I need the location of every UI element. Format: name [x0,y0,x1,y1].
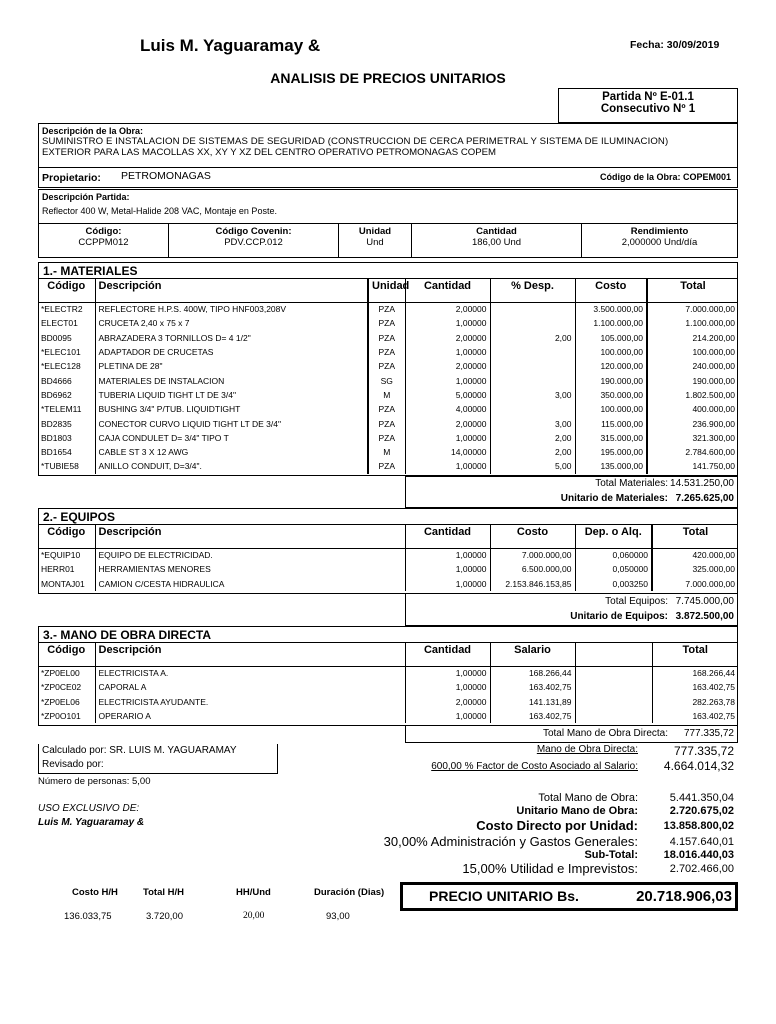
cell-salario: 163.402,75 [490,709,575,723]
partida-label: Descripción Partida: [42,192,130,202]
cell-codigo: *ZP0EL00 [41,668,80,679]
cell-descripcion: CABLE ST 3 X 12 AWG [95,445,368,459]
obra-description [38,123,738,168]
cell-total: 7.000.000,00 [652,577,738,591]
section-mano-obra: 3.- MANO DE OBRA DIRECTA [38,626,738,643]
cell-cantidad: 1,00000 [405,709,490,723]
costo-directo: 13.858.800,02 [663,820,734,832]
total-equipos-label: Total Equipos: [605,596,668,607]
cell-total: 420.000,00 [652,548,738,562]
cell-costo: 190.000,00 [575,373,647,387]
cell-total: 141.750,00 [647,459,738,473]
date: Fecha: 30/09/2019 [630,39,720,51]
cell-salario: 168.266,44 [490,666,575,680]
cell-codigo: BD2835 [41,418,72,429]
table-row [38,577,738,591]
table-row [38,562,738,576]
cell-costo: 105.000,00 [575,331,647,345]
cell-total: 214.200,00 [647,331,738,345]
cell-codigo: *TUBIE58 [41,461,79,472]
cell-desp: 3,00 [490,416,575,430]
cell-codigo: MONTAJ01 [41,578,85,589]
cell-costo: 100.000,00 [575,345,647,359]
cell-unidad: PZA [368,345,405,359]
cell-codigo: *ZP0O101 [41,711,81,722]
table-row [38,316,738,330]
cell-costo: 3.500.000,00 [575,302,647,316]
table-row [38,666,738,680]
cell-cantidad: 1,00000 [405,373,490,387]
obra-line2: EXTERIOR PARA LAS MACOLLAS XX, XY Y XZ DEL CENTRO OPERATIVO PETROMONAGAS COPEM [42,147,497,158]
header-descripcion: Descripción [95,642,405,666]
header-codigo: Código [38,524,95,548]
cell-desp [490,373,575,387]
cell-blank [575,680,652,694]
cell-cantidad: 4,00000 [405,402,490,416]
cell-total: 190.000,00 [647,373,738,387]
administracion: 4.157.640,01 [669,836,734,848]
cell-codigo: *ELEC101 [41,347,81,358]
precio-unitario: 20.718.906,03 [636,888,732,905]
cell-desp: 2,00 [490,331,575,345]
section-materiales: 1.- MATERIALES [38,262,738,279]
administracion-label: 30,00% Administración y Gastos Generales: [383,834,638,849]
cell-descripcion: ABRAZADERA 3 TORNILLOS D= 4 1/2" [95,331,368,345]
codigo: CCPPM012 [78,237,129,248]
subtotal-label: Sub-Total: [584,849,638,861]
subtotal: 18.016.440,03 [663,849,734,861]
numero-personas: Número de personas: 5,00 [38,776,151,787]
cell-unidad: PZA [368,416,405,430]
cell-costo: 315.000,00 [575,431,647,445]
covenin-label: Código Covenin: [215,226,292,237]
cell-cantidad: 1,00000 [405,431,490,445]
table-header [38,524,738,548]
table-row [38,548,738,562]
codigo-label: Código: [85,226,122,237]
uso-exclusivo: USO EXCLUSIVO DE: [38,803,140,814]
cell-cantidad: 2,00000 [405,302,490,316]
cell-total: 7.000.000,00 [647,302,738,316]
unitario-mano-obra-label: Unitario Mano de Obra: [516,805,638,817]
cell-unidad: PZA [368,359,405,373]
cell-total: 1.802.500,00 [647,388,738,402]
cell-costo: 115.000,00 [575,416,647,430]
cell-unidad: PZA [368,316,405,330]
header-total: Total [652,524,738,548]
cell-descripcion: MATERIALES DE INSTALACION [95,373,368,387]
unitario-equipos-label: Unitario de Equipos: [570,611,668,622]
precio-unitario-label: PRECIO UNITARIO Bs. [429,888,579,904]
cell-salario: 141.131,89 [490,695,575,709]
cell-descripcion: HERRAMIENTAS MENORES [95,562,405,576]
cell-codigo: *ZP0EL06 [41,696,80,707]
cell-cantidad: 5,00000 [405,388,490,402]
cell-cantidad: 1,00000 [405,316,490,330]
cell-desp: 2,00 [490,431,575,445]
cell-costo: 2.153.846.153,85 [490,577,575,591]
cell-desp: 2,00 [490,445,575,459]
header-cantidad: Cantidad [405,642,490,666]
cell-codigo: *TELEM11 [41,404,82,415]
unitario-equipos: 3.872.500,00 [675,611,734,622]
header-descripcion: Descripción [95,524,405,548]
hh-und-label: HH/Und [236,887,271,898]
table-header [38,278,738,302]
cell-costo: 100.000,00 [575,402,647,416]
cell-unidad: PZA [368,302,405,316]
obra-line1: SUMINISTRO E INSTALACION DE SISTEMAS DE SEGURIDAD (CONSTRUCCION DE CERCA PERIMETRAL Y SISTEMA DE ILUMINACION) [42,136,669,147]
total-materiales-label: Total Materiales: [595,478,668,489]
partida-codes [38,223,738,258]
total-mano-obra-directa: 777.335,72 [683,728,734,739]
cell-descripcion: BUSHING 3/4" P/TUB. LIQUIDTIGHT [95,402,368,416]
cell-unidad: PZA [368,459,405,473]
cell-salario: 163.402,75 [490,680,575,694]
table-row [38,359,738,373]
cell-dep-alq: 0,060000 [575,548,652,562]
header-blank [575,642,652,666]
cell-unidad: PZA [368,331,405,345]
duracion-label: Duración (Dias) [314,887,385,898]
cell-descripcion: CRUCETA 2,40 x 75 x 7 [95,316,368,330]
unitario-materiales-label: Unitario de Materiales: [560,493,668,504]
cell-descripcion: ELECTRICISTA A. [95,666,405,680]
header-total: Total [652,642,738,666]
cell-codigo: BD4666 [41,375,72,386]
cell-total: 100.000,00 [647,345,738,359]
cell-cantidad: 1,00000 [405,345,490,359]
cell-total: 400.000,00 [647,402,738,416]
header-descripcion: Descripción [95,278,368,302]
cell-total: 1.100.000,00 [647,316,738,330]
table-row [38,302,738,316]
cell-costo: 7.000.000,00 [490,548,575,562]
codigo-obra: Código de la Obra: COPEM001 [599,172,731,182]
cell-codigo: ELECT01 [41,318,78,329]
cell-total: 321.300,00 [647,431,738,445]
utilidad: 2.702.466,00 [669,863,734,875]
cell-costo: 135.000,00 [575,459,647,473]
header-codigo: Código [38,642,95,666]
total-hh-label: Total H/H [143,887,184,898]
cell-codigo: BD1654 [41,447,72,458]
cell-total: 282.263,78 [652,695,738,709]
cell-codigo: *ELEC128 [41,361,81,372]
cell-desp [490,302,575,316]
cell-costo: 350.000,00 [575,388,647,402]
cell-dep-alq: 0,050000 [575,562,652,576]
cell-descripcion: OPERARIO A [95,709,405,723]
cell-cantidad: 1,00000 [405,666,490,680]
mod-value: 777.335,72 [673,744,734,758]
cell-descripcion: CAJA CONDULET D= 3/4" TIPO T [95,431,368,445]
cell-unidad: M [368,388,405,402]
table-row [38,416,738,430]
materiales-table [38,278,738,474]
covenin: PDV.CCP.012 [224,237,283,248]
cell-unidad: PZA [368,431,405,445]
table-row [38,445,738,459]
cell-descripcion: CONECTOR CURVO LIQUID TIGHT LT DE 3/4" [95,416,368,430]
cell-codigo: *EQUIP10 [41,550,81,561]
cell-descripcion: CAPORAL A [95,680,405,694]
cell-costo: 120.000,00 [575,359,647,373]
header-costo: Costo [490,524,575,548]
mano-obra-table [38,642,738,723]
total-hh: 3.720,00 [146,911,183,922]
cell-desp [490,316,575,330]
header-total: Total [647,278,738,302]
cell-costo: 195.000,00 [575,445,647,459]
obra-label: Descripción de la Obra: [42,126,144,136]
cell-cantidad: 1,00000 [405,548,490,562]
cell-total: 168.266,44 [652,666,738,680]
cell-codigo: BD6962 [41,389,72,400]
firma-box [38,744,278,774]
table-row [38,431,738,445]
total-mano-obra-label: Total Mano de Obra: [538,792,638,804]
header-costo: Costo [575,278,647,302]
equipos-table [38,524,738,591]
page-title: ANALISIS DE PRECIOS UNITARIOS [270,70,506,86]
unidad: Und [366,237,384,248]
table-row [38,709,738,723]
partida-number: Partida Nº E-01.1 [602,91,694,103]
header-cantidad: Cantidad [405,278,490,302]
header-dep-alq: Dep. o Alq. [575,524,652,548]
cell-descripcion: REFLECTORE H.P.S. 400W, TIPO HNF003,208V [95,302,368,316]
section-equipos: 2.- EQUIPOS [38,508,738,525]
rendimiento-label: Rendimiento [630,226,689,237]
total-mano-obra: 5.441.350,04 [669,792,734,804]
cell-costo: 6.500.000,00 [490,562,575,576]
header-cantidad: Cantidad [405,524,490,548]
total-materiales: 14.531.250,00 [670,478,734,489]
cell-cantidad: 2,00000 [405,695,490,709]
propietario-row [38,167,738,188]
cell-cantidad: 1,00000 [405,459,490,473]
mod-label: Mano de Obra Directa: [536,744,638,755]
cell-codigo: BD1803 [41,432,72,443]
table-header [38,642,738,666]
costo-hh: 136.033,75 [64,911,112,922]
cell-cantidad: 1,00000 [405,562,490,576]
cell-dep-alq: 0,003250 [575,577,652,591]
cell-codigo: HERR01 [41,564,75,575]
table-row [38,345,738,359]
cell-codigo: *ZP0CE02 [41,682,82,693]
calculado-por: Calculado por: SR. LUIS M. YAGUARAMAY [42,745,237,756]
cell-descripcion: ELECTRICISTA AYUDANTE. [95,695,405,709]
table-row [38,695,738,709]
cell-cantidad: 2,00000 [405,416,490,430]
cell-desp [490,402,575,416]
cell-cantidad: 1,00000 [405,577,490,591]
cell-desp [490,345,575,359]
cell-total: 236.900,00 [647,416,738,430]
cell-total: 325.000,00 [652,562,738,576]
unitario-materiales: 7.265.625,00 [675,493,734,504]
cell-cantidad: 1,00000 [405,680,490,694]
cell-descripcion: PLETINA DE 28" [95,359,368,373]
hh-und: 20,00 [243,911,265,921]
cell-unidad: SG [368,373,405,387]
precio-unitario-box [400,882,738,911]
table-row [38,680,738,694]
rendimiento: 2,000000 Und/día [621,237,698,248]
cell-unidad: M [368,445,405,459]
cell-blank [575,709,652,723]
cell-codigo: *ELECTR2 [41,304,83,315]
propietario-label: Propietario: [42,172,101,184]
utilidad-label: 15,00% Utilidad e Imprevistos: [462,861,638,876]
cell-desp [490,359,575,373]
partida-description [38,189,738,224]
factor-label: 600,00 % Factor de Costo Asociado al Salario: [431,761,638,772]
empresa-firma: Luis M. Yaguaramay & [38,817,145,828]
header-desp: % Desp. [490,278,575,302]
cell-total: 240.000,00 [647,359,738,373]
cell-unidad: PZA [368,402,405,416]
cell-blank [575,695,652,709]
cell-descripcion: EQUIPO DE ELECTRICIDAD. [95,548,405,562]
table-row [38,388,738,402]
cell-descripcion: ANILLO CONDUIT, D=3/4". [95,459,368,473]
header-salario: Salario [490,642,575,666]
partida-desc: Reflector 400 W, Metal-Halide 208 VAC, Montaje en Poste. [42,206,277,216]
cantidad-label: Cantidad [476,226,517,237]
consecutivo: Consecutivo Nº 1 [600,103,696,115]
table-row [38,459,738,473]
total-equipos: 7.745.000,00 [675,596,734,607]
cell-total: 163.402,75 [652,709,738,723]
table-row [38,331,738,345]
cell-descripcion: CAMION C/CESTA HIDRAULICA [95,577,405,591]
partida-box [558,88,738,123]
cell-descripcion: TUBERIA LIQUID TIGHT LT DE 3/4" [95,388,368,402]
cell-cantidad: 2,00000 [405,331,490,345]
unitario-mano-obra: 2.720.675,02 [669,805,734,817]
factor-value: 4.664.014,32 [663,759,734,773]
cell-codigo: BD0095 [41,332,72,343]
table-row [38,373,738,387]
propietario: PETROMONAGAS [121,170,211,182]
duracion: 93,00 [326,911,350,922]
cell-costo: 1.100.000,00 [575,316,647,330]
costo-hh-label: Costo H/H [72,887,118,898]
costo-directo-label: Costo Directo por Unidad: [476,818,638,833]
cell-blank [575,666,652,680]
cell-descripcion: ADAPTADOR DE CRUCETAS [95,345,368,359]
cantidad: 186,00 Und [471,237,522,248]
table-row [38,402,738,416]
header-unidad: Unidad [368,278,405,302]
cell-cantidad: 14,00000 [405,445,490,459]
cell-cantidad: 2,00000 [405,359,490,373]
total-mano-obra-directa-label: Total Mano de Obra Directa: [542,728,668,739]
header-codigo: Código [38,278,95,302]
revisado-por: Revisado por: [42,759,104,770]
cell-total: 163.402,75 [652,680,738,694]
cell-desp: 5,00 [490,459,575,473]
company-name: Luis M. Yaguaramay & [140,36,321,55]
cell-total: 2.784.600,00 [647,445,738,459]
unidad-label: Unidad [358,226,392,237]
cell-desp: 3,00 [490,388,575,402]
